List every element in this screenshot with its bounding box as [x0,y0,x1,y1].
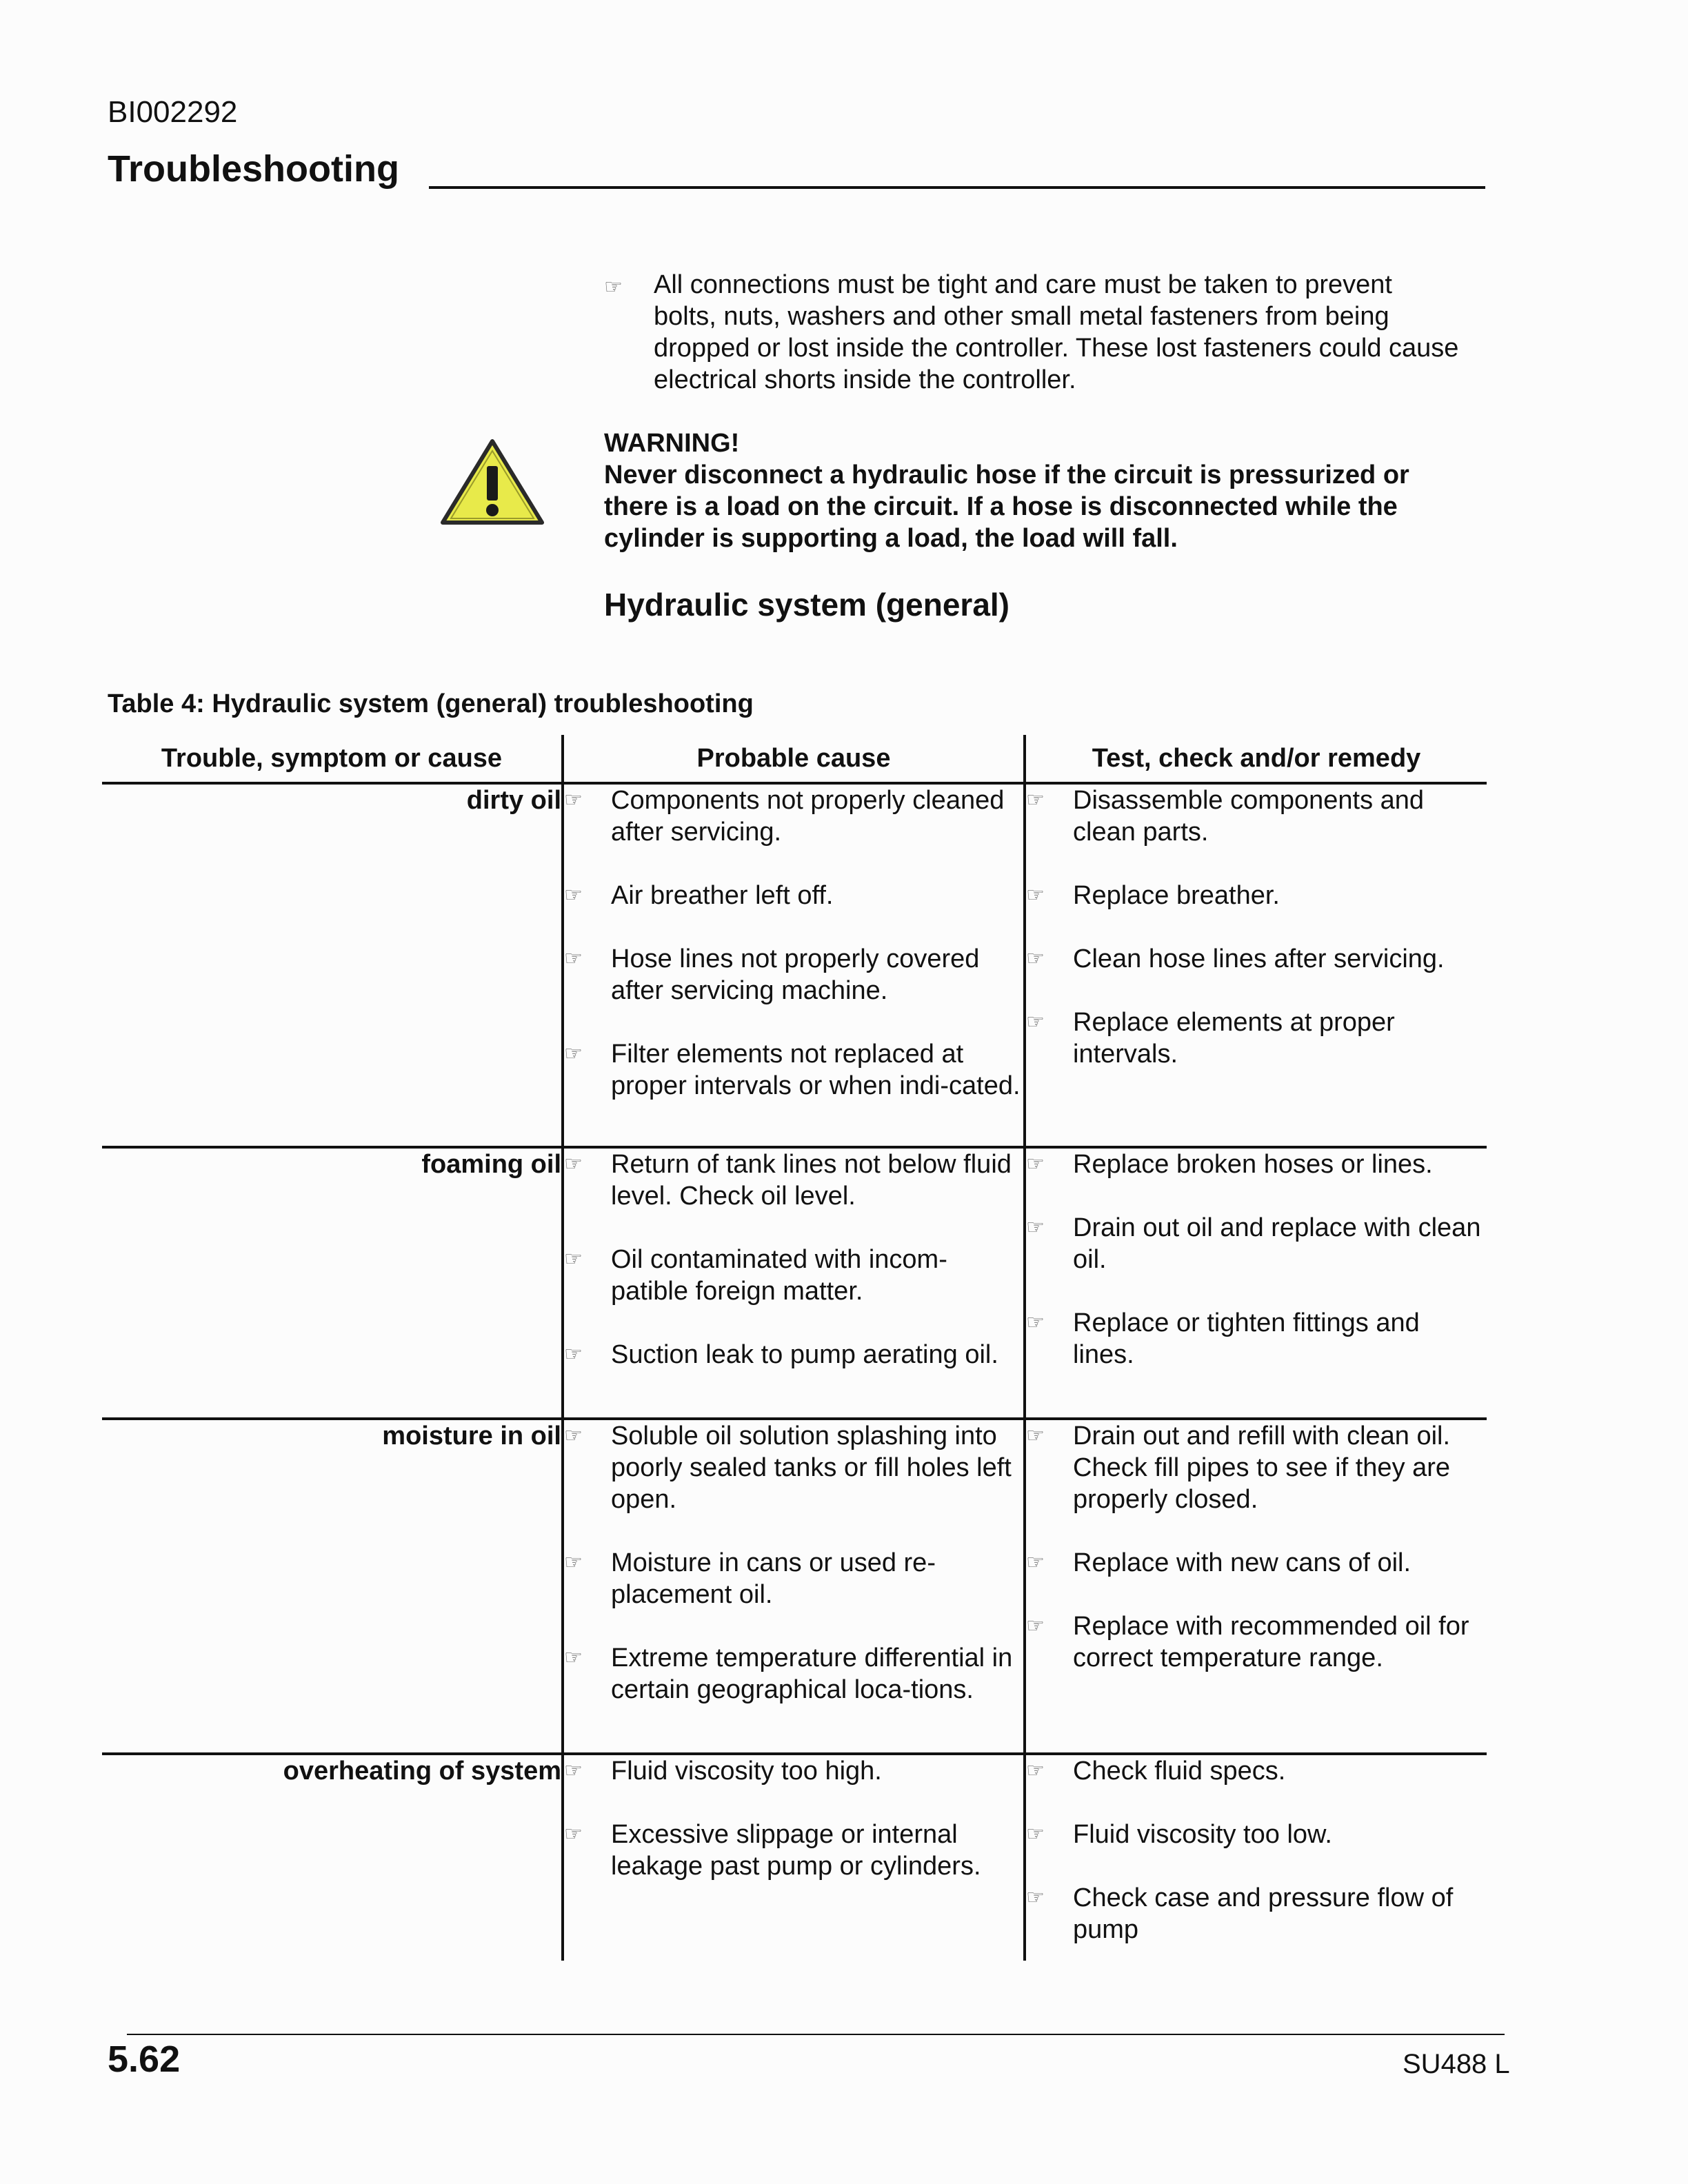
list-item: ☞ Disassemble components and clean parts. [1026,786,1425,847]
pointing-hand-icon: ☞ [564,1550,583,1575]
list-item: ☞ Drain out and refill with clean oil. Check fill pipes to see if they are properly closed. [1026,1422,1451,1514]
cause-cell [563,1754,1025,1961]
pointing-hand-icon: ☞ [564,1424,583,1448]
warning-block [604,427,1473,554]
pointing-hand-icon: ☞ [564,788,583,812]
pointing-hand-icon: ☞ [1026,947,1045,971]
troubleshooting-table [102,735,1487,1961]
trouble-cell: foaming oil [102,1147,563,1419]
pointing-hand-icon: ☞ [1026,1311,1045,1335]
pointing-hand-icon: ☞ [564,1822,583,1846]
trouble-cell: moisture in oil [102,1419,563,1754]
pointing-hand-icon: ☞ [1026,1885,1045,1910]
footer-rule [127,2034,1505,2035]
list-item: ☞ Moisture in cans or used re-placement oil. [564,1548,936,1609]
list-item: ☞ Components not properly cleaned after servicing. [564,786,1005,847]
pointing-hand-icon: ☞ [564,947,583,971]
trouble-cell: overheating of system [283,1757,561,1786]
column-header-trouble: Trouble, symptom or cause [102,735,563,783]
pointing-hand-icon: ☞ [1026,883,1045,907]
list-item: ☞ Clean hose lines after servicing. [1026,944,1445,973]
pointing-hand-icon: ☞ [604,275,623,299]
cause-cell [563,783,1025,1147]
document-id: BI002292 [108,95,238,129]
table-row [102,1754,1487,1961]
column-header-remedy: Test, check and/or remedy [1025,735,1487,783]
pointing-hand-icon: ☞ [564,883,583,907]
document-code: SU488 L [1403,2049,1510,2079]
pointing-hand-icon: ☞ [1026,1424,1045,1448]
table-header-row [102,735,1487,783]
pointing-hand-icon: ☞ [1026,788,1045,812]
note-block [604,269,1459,396]
section-title: Troubleshooting [108,148,399,190]
list-item: ☞ Replace broken hoses or lines. [1026,1150,1433,1179]
table-caption: Table 4: Hydraulic system (general) troubleshooting [108,689,754,718]
pointing-hand-icon: ☞ [1026,1822,1045,1846]
remedy-cell [1025,1419,1487,1754]
warning-heading: WARNING! [604,429,740,458]
warning-text: Never disconnect a hydraulic hose if the circuit is pressurized or there is a load on the circuit. If a hose is disconnected while the cylinder is supporting a load, the load will fall. [604,461,1409,553]
remedy-cell [1025,1754,1487,1961]
list-item: ☞ Return of tank lines not below fluid level. Check oil level. [564,1150,1012,1211]
pointing-hand-icon: ☞ [1026,1759,1045,1783]
pointing-hand-icon: ☞ [1026,1152,1045,1176]
list-item: ☞ Replace with recommended oil for correct temperature range. [1026,1612,1469,1672]
list-item: ☞ Check fluid specs. [1026,1757,1286,1786]
table-row [102,1419,1487,1754]
list-item: ☞ Replace with new cans of oil. [1026,1548,1411,1577]
list-item: ☞ Excessive slippage or internal leakage past pump or cylinders. [564,1820,981,1881]
list-item: ☞ Replace elements at proper intervals. [1026,1008,1395,1069]
list-item: ☞ Check case and pressure flow of pump [1026,1883,1454,1944]
pointing-hand-icon: ☞ [564,1646,583,1670]
pointing-hand-icon: ☞ [564,1759,583,1783]
list-item: ☞ Fluid viscosity too high. [564,1757,882,1786]
pointing-hand-icon: ☞ [1026,1550,1045,1575]
note-text: All connections must be tight and care must be taken to prevent bolts, nuts, washers and other small metal fasteners from being dropped or lost inside the controller. These lost fasteners could cause electrical shorts inside the controller. [654,270,1459,394]
pointing-hand-icon: ☞ [564,1042,583,1066]
trouble-cell: dirty oil [102,783,563,1147]
cause-cell [563,1419,1025,1754]
list-item: ☞ Soluble oil solution splashing into poorly sealed tanks or fill holes left open. [564,1422,1012,1514]
section-subheading: Hydraulic system (general) [604,587,1010,623]
pointing-hand-icon: ☞ [564,1152,583,1176]
list-item: ☞ Oil contaminated with incom-patible foreign matter. [564,1245,947,1306]
list-item: ☞ Replace breather. [1026,881,1280,910]
table-row [102,1147,1487,1419]
remedy-cell [1025,1147,1487,1419]
pointing-hand-icon: ☞ [1026,1010,1045,1034]
list-item: ☞ Hose lines not properly covered after servicing machine. [564,944,980,1005]
pointing-hand-icon: ☞ [564,1342,583,1366]
list-item: ☞ Replace or tighten fittings and lines. [1026,1308,1420,1369]
column-header-probable-cause: Probable cause [563,735,1025,783]
title-rule [429,186,1485,189]
list-item: ☞ Extreme temperature differential in certain geographical loca-tions. [564,1644,1013,1704]
page-number: 5.62 [108,2039,181,2080]
pointing-hand-icon: ☞ [1026,1614,1045,1638]
list-item: ☞ Suction leak to pump aerating oil. [564,1340,998,1369]
list-item: ☞ Filter elements not replaced at proper intervals or when indi-cated. [564,1040,1021,1100]
list-item: ☞ Fluid viscosity too low. [1026,1820,1332,1849]
list-item: ☞ Air breather left off. [564,881,834,910]
list-item: ☞ Drain out oil and replace with clean oil. [1026,1213,1481,1274]
cause-cell [563,1147,1025,1419]
warning-triangle-icon [439,437,546,528]
pointing-hand-icon: ☞ [564,1247,583,1271]
remedy-cell [1025,783,1487,1147]
table-row [102,783,1487,1147]
pointing-hand-icon: ☞ [1026,1215,1045,1240]
